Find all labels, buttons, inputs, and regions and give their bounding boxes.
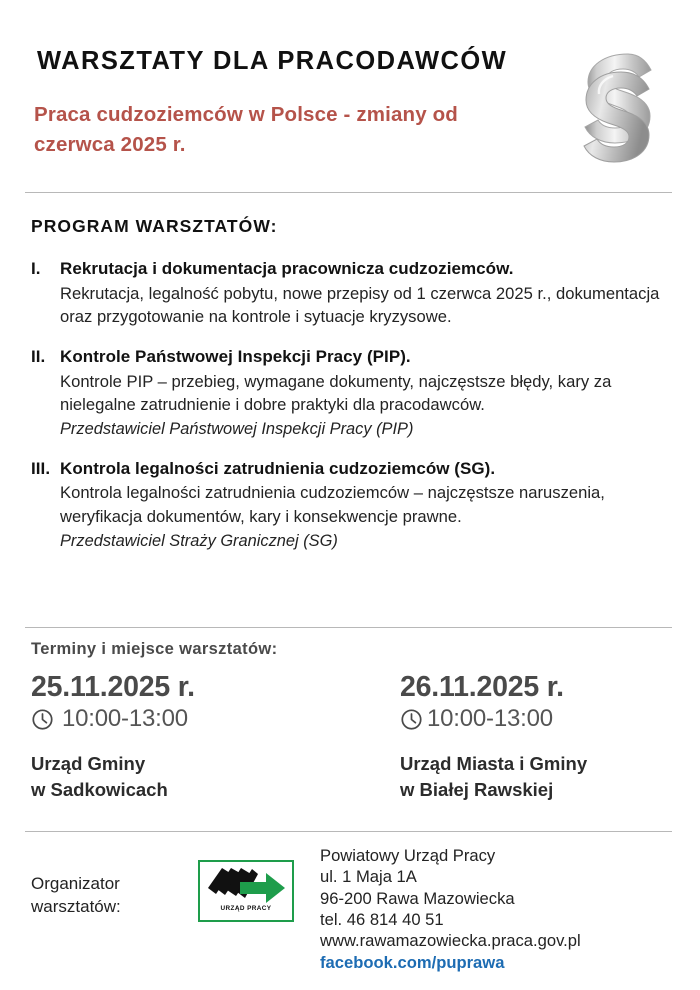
- session-date: 26.11.2025 r.: [400, 671, 564, 703]
- program-item-body: Rekrutacja, legalność pobytu, nowe przepisy od 1 czerwca 2025 r., dokumentacja oraz przygotowanie na kontrole i sytuacje kryzysowe.: [60, 283, 660, 327]
- sessions-list: [0, 672, 700, 802]
- program-item-title: Kontrole Państwowej Inspekcji Pracy (PIP).: [60, 346, 411, 366]
- contact-organization: Powiatowy Urząd Pracy: [320, 846, 496, 865]
- page-title: WARSZTATY DLA PRACODAWCÓW: [37, 47, 508, 75]
- session-time: 10:00-13:00: [427, 705, 553, 733]
- paragraph-symbol-icon: [558, 36, 678, 176]
- session-place: [31, 751, 350, 802]
- program-heading: PROGRAM WARSZTATÓW:: [31, 216, 278, 236]
- program-item-numeral: I.: [31, 259, 41, 278]
- clock-icon: [400, 708, 423, 731]
- contact-facebook-link[interactable]: facebook.com/puprawa: [320, 952, 505, 972]
- contact-street: ul. 1 Maja 1A: [320, 867, 417, 887]
- poster-header: [0, 0, 700, 185]
- divider-footer: [25, 831, 672, 832]
- program-item-body: Kontrola legalności zatrudnienia cudzoziemców – najczęstsze naruszenia, weryfikacja dokumentów, kary i konsekwencje prawne.: [60, 483, 605, 527]
- program-item: [0, 258, 700, 329]
- program-item: [0, 458, 700, 553]
- session-place-line2: w Sadkowicach: [31, 778, 168, 800]
- program-list: [0, 258, 700, 570]
- contact-phone: tel. 46 814 40 51: [320, 909, 444, 929]
- program-item-title: Kontrola legalności zatrudnienia cudzoziemców (SG).: [60, 458, 496, 478]
- program-item-body: Kontrole PIP – przebieg, wymagane dokumenty, najczęstsze błędy, kary za nielegalne zatrudnienie i dobre praktyki dla pracodawców.: [60, 371, 612, 415]
- contact-website[interactable]: www.rawamazowiecka.praca.gov.pl: [320, 931, 581, 951]
- program-item-head: [0, 458, 700, 480]
- sessions-label: Terminy i miejsce warsztatów:: [31, 640, 278, 658]
- program-item-title: Rekrutacja i dokumentacja pracownicza cudzoziemców.: [60, 259, 514, 278]
- session-item: [350, 672, 700, 802]
- program-item-speaker: Przedstawiciel Państwowej Inspekcji Pracy (PIP): [60, 419, 414, 438]
- program-item-head: [0, 346, 700, 368]
- session-place: [400, 751, 700, 802]
- page-subtitle: Praca cudzoziemców w Polsce - zmiany od czerwca 2025 r.: [34, 103, 458, 156]
- organizer-label-line1: Organizator: [31, 874, 120, 893]
- divider-sessions: [25, 627, 672, 628]
- program-item-head: [0, 258, 700, 280]
- session-time: 10:00-13:00: [62, 705, 188, 733]
- session-place-line2: w Białej Rawskiej: [400, 778, 554, 800]
- organizer-label-line2: warsztatów:: [31, 897, 121, 917]
- session-time-row: [31, 707, 350, 731]
- program-item-speaker: Przedstawiciel Straży Granicznej (SG): [60, 531, 338, 550]
- logo-caption: URZĄD PRACY: [220, 905, 272, 912]
- session-item: [0, 672, 350, 802]
- session-date: 25.11.2025 r.: [31, 671, 195, 703]
- session-time-row: [400, 707, 700, 731]
- organizer-label: [31, 872, 121, 918]
- program-item-numeral: III.: [31, 458, 51, 478]
- divider-header: [25, 192, 672, 193]
- clock-icon: [31, 708, 54, 731]
- program-item: [0, 346, 700, 441]
- contact-block: [320, 845, 581, 973]
- contact-city: 96-200 Rawa Mazowiecka: [320, 888, 515, 908]
- urzad-pracy-logo: [198, 860, 294, 922]
- program-item-numeral: II.: [31, 346, 46, 366]
- session-place-line1: Urząd Miasta i Gminy: [400, 753, 588, 775]
- session-place-line1: Urząd Gminy: [31, 753, 146, 775]
